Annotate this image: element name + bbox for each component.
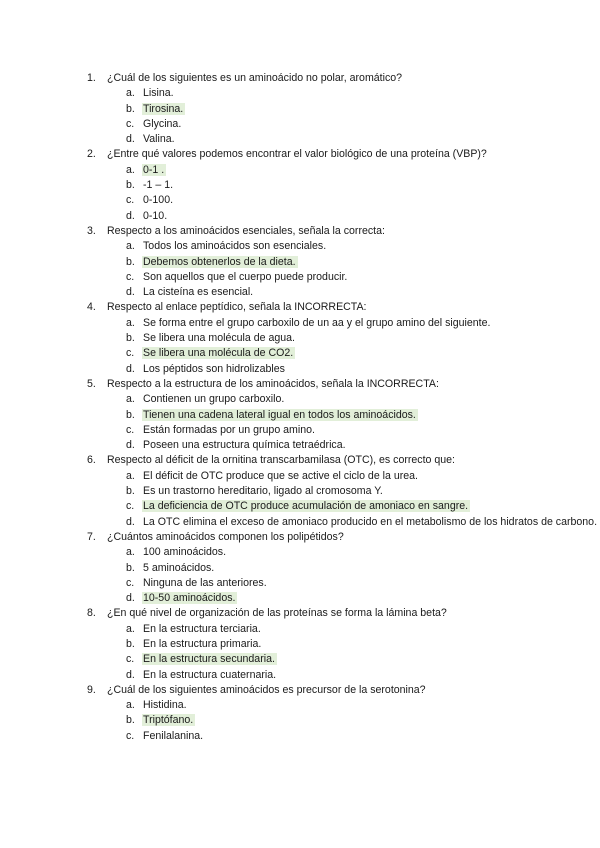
- correct-answer-highlight: La deficiencia de OTC produce acumulación de amoniaco en sangre.: [143, 500, 469, 513]
- question-6: [0, 453, 600, 529]
- question-number: 4.: [87, 301, 96, 314]
- option-5-d: [0, 438, 600, 453]
- question-5: [0, 377, 600, 453]
- option-text: La OTC elimina el exceso de amoniaco producido en el metabolismo de los hidratos de carbono.: [143, 515, 598, 528]
- correct-answer-highlight: Triptófano.: [143, 714, 194, 727]
- option-text: 5 aminoácidos.: [143, 561, 215, 574]
- option-text: Fenilalanina.: [143, 729, 204, 742]
- option-7-a: [0, 545, 600, 560]
- option-letter: c.: [126, 500, 135, 513]
- option-letter: a.: [126, 699, 135, 712]
- question-number: 9.: [87, 683, 96, 696]
- option-letter: a.: [126, 393, 135, 406]
- option-letter: d.: [126, 592, 135, 605]
- option-letter: b.: [126, 102, 135, 115]
- option-letter: b.: [126, 255, 135, 268]
- question-number: 5.: [87, 377, 96, 390]
- question-2: [0, 147, 600, 223]
- option-letter: a.: [126, 316, 135, 329]
- question-text: ¿Cuál de los siguientes es un aminoácido no polar, aromático?: [107, 72, 403, 84]
- question-7: [0, 530, 600, 606]
- option-list: [107, 469, 600, 530]
- option-text: Lisina.: [143, 87, 174, 100]
- option-4-c: [0, 346, 600, 361]
- option-text: Los péptidos son hidrolizables: [143, 362, 285, 375]
- option-2-a: [0, 163, 600, 178]
- option-letter: c.: [126, 653, 135, 666]
- option-letter: d.: [126, 668, 135, 681]
- option-list: [107, 545, 600, 606]
- option-text: Histidina.: [143, 699, 187, 712]
- option-list: [107, 316, 600, 377]
- option-3-b: [0, 255, 600, 270]
- option-1-d: [0, 132, 600, 147]
- option-text: Son aquellos que el cuerpo puede producir.: [143, 270, 348, 283]
- option-6-b: [0, 484, 600, 499]
- option-list: [107, 163, 600, 224]
- question-text: ¿Cuántos aminoácidos componen los polipétidos?: [107, 530, 344, 543]
- option-5-c: [0, 423, 600, 438]
- option-letter: b.: [126, 485, 135, 498]
- option-6-c: [0, 499, 600, 514]
- option-3-d: [0, 285, 600, 300]
- option-text: 100 aminoácidos.: [143, 546, 227, 559]
- question-text: ¿Entre qué valores podemos encontrar el valor biológico de una proteína (VBP)?: [107, 148, 487, 161]
- option-letter: b.: [126, 561, 135, 574]
- question-text: Respecto al enlace peptídico, señala la INCORRECTA:: [107, 301, 367, 314]
- option-letter: c.: [126, 347, 135, 360]
- option-letter: c.: [126, 729, 135, 742]
- option-letter: c.: [126, 194, 135, 207]
- correct-answer-highlight: 0-1 .: [143, 163, 165, 176]
- option-5-a: [0, 392, 600, 407]
- option-letter: d.: [126, 515, 135, 528]
- option-5-b: [0, 408, 600, 423]
- question-number: 2.: [87, 148, 96, 161]
- option-text: Se forma entre el grupo carboxilo de un aa y el grupo amino del siguiente.: [143, 316, 491, 329]
- option-7-b: [0, 561, 600, 576]
- option-letter: c.: [126, 270, 135, 283]
- option-1-a: [0, 86, 600, 101]
- question-text: Respecto al déficit de la ornitina transcarbamilasa (OTC), es correcto que:: [107, 454, 455, 467]
- option-letter: a.: [126, 240, 135, 253]
- option-letter: b.: [126, 714, 135, 727]
- option-text: Contienen un grupo carboxilo.: [143, 393, 285, 406]
- question-text: ¿En qué nivel de organización de las proteínas se forma la lámina beta?: [107, 607, 447, 620]
- option-text: 0-10.: [143, 209, 168, 222]
- option-list: [107, 239, 600, 300]
- question-4: [0, 300, 600, 376]
- option-letter: d.: [126, 133, 135, 146]
- option-2-b: [0, 178, 600, 193]
- question-9: [0, 683, 600, 744]
- option-text: Están formadas por un grupo amino.: [143, 423, 315, 436]
- option-6-a: [0, 469, 600, 484]
- option-4-d: [0, 362, 600, 377]
- option-1-b: [0, 102, 600, 117]
- option-8-b: [0, 637, 600, 652]
- correct-answer-highlight: Tienen una cadena lateral igual en todos los aminoácidos.: [143, 408, 416, 421]
- option-text: En la estructura terciaria.: [143, 622, 261, 635]
- option-letter: c.: [126, 117, 135, 130]
- question-number: 3.: [87, 224, 96, 237]
- question-number: 8.: [87, 607, 96, 620]
- correct-answer-highlight: 10-50 aminoácidos.: [143, 592, 236, 605]
- option-letter: d.: [126, 439, 135, 452]
- option-text: En la estructura cuaternaria.: [143, 668, 277, 681]
- option-letter: b.: [126, 179, 135, 192]
- option-letter: d.: [126, 286, 135, 299]
- option-letter: b.: [126, 332, 135, 345]
- option-letter: d.: [126, 209, 135, 222]
- option-text: Valina.: [143, 133, 175, 146]
- option-list: [107, 622, 600, 683]
- option-8-a: [0, 622, 600, 637]
- question-number: 1.: [87, 72, 96, 84]
- option-3-a: [0, 239, 600, 254]
- correct-answer-highlight: Debemos obtenerlos de la dieta.: [143, 255, 296, 268]
- option-7-d: [0, 591, 600, 606]
- option-letter: d.: [126, 362, 135, 375]
- question-number: 7.: [87, 530, 96, 543]
- option-text: Todos los aminoácidos son esenciales.: [143, 240, 327, 253]
- correct-answer-highlight: Se libera una molécula de CO2.: [143, 347, 294, 360]
- option-list: [107, 86, 600, 147]
- option-letter: a.: [126, 87, 135, 100]
- option-3-c: [0, 270, 600, 285]
- option-list: [107, 392, 600, 453]
- option-9-b: [0, 713, 600, 728]
- option-text: 0-100.: [143, 194, 174, 207]
- option-4-b: [0, 331, 600, 346]
- option-9-a: [0, 698, 600, 713]
- option-1-c: [0, 117, 600, 132]
- option-letter: a.: [126, 622, 135, 635]
- option-8-c: [0, 652, 600, 667]
- option-letter: a.: [126, 546, 135, 559]
- question-text: ¿Cuál de los siguientes aminoácidos es precursor de la serotonina?: [107, 683, 426, 696]
- option-letter: c.: [126, 576, 135, 589]
- option-text: En la estructura primaria.: [143, 637, 262, 650]
- option-4-a: [0, 316, 600, 331]
- question-text: Respecto a la estructura de los aminoácidos, señala la INCORRECTA:: [107, 377, 439, 390]
- option-letter: b.: [126, 408, 135, 421]
- option-text: Glycina.: [143, 117, 182, 130]
- question-1: [0, 71, 600, 147]
- question-8: [0, 606, 600, 682]
- option-text: Poseen una estructura química tetraédrica.: [143, 439, 346, 452]
- option-6-d: [0, 515, 600, 530]
- option-text: El déficit de OTC produce que se active el ciclo de la urea.: [143, 469, 418, 482]
- question-list: [0, 71, 600, 744]
- option-2-d: [0, 209, 600, 224]
- question-number: 6.: [87, 454, 96, 467]
- option-8-d: [0, 668, 600, 683]
- option-letter: a.: [126, 469, 135, 482]
- option-letter: b.: [126, 637, 135, 650]
- option-7-c: [0, 576, 600, 591]
- option-letter: c.: [126, 423, 135, 436]
- question-text: Respecto a los aminoácidos esenciales, señala la correcta:: [107, 224, 385, 237]
- option-list: [107, 698, 600, 744]
- option-text: La cisteína es esencial.: [143, 286, 254, 299]
- option-text: Es un trastorno hereditario, ligado al cromosoma Y.: [143, 485, 383, 498]
- option-letter: a.: [126, 163, 135, 176]
- option-9-c: [0, 729, 600, 744]
- option-2-c: [0, 193, 600, 208]
- option-text: Ninguna de las anteriores.: [143, 576, 267, 589]
- correct-answer-highlight: En la estructura secundaria.: [143, 653, 275, 666]
- question-3: [0, 224, 600, 300]
- option-text: Se libera una molécula de agua.: [143, 332, 295, 345]
- correct-answer-highlight: Tirosina.: [143, 102, 184, 115]
- option-text: -1 – 1.: [143, 179, 174, 192]
